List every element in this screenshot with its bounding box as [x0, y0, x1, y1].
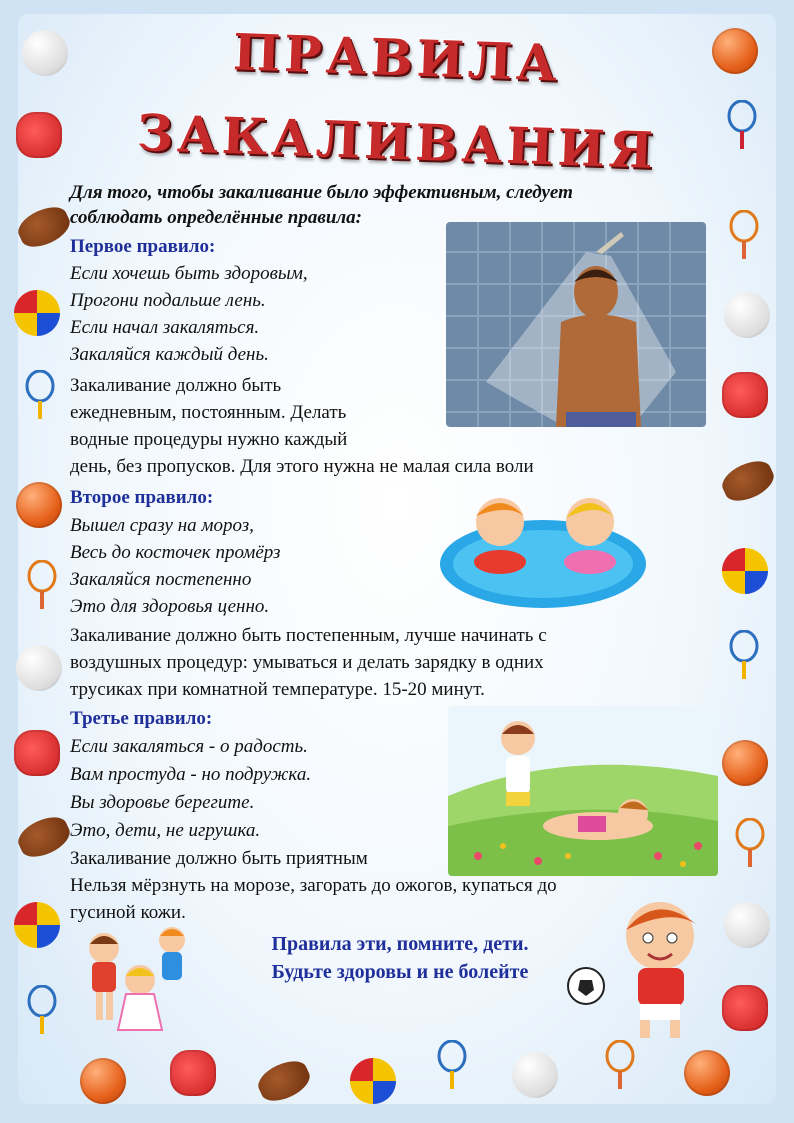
tennis-racket-icon — [724, 630, 764, 680]
poster-title-line-1: ПРАВИЛА — [232, 22, 562, 93]
volleyball-icon — [14, 290, 60, 336]
rule-2-poem-line: Закаляйся постепенно — [70, 569, 252, 590]
closing-line: Правила эти, помните, дети. — [271, 933, 529, 955]
soccer-ball-icon — [16, 645, 62, 691]
rule-1-poem-line: Если начал закаляться. — [70, 317, 260, 338]
rule-3-heading: Третье правило: — [70, 708, 213, 729]
closing-line: Будьте здоровы и не болейте — [271, 961, 529, 983]
rule-3-poem-line: Вам простуда - но подружка. — [70, 764, 312, 785]
ping-pong-paddle-icon — [722, 985, 768, 1031]
volleyball-icon — [14, 902, 60, 948]
tennis-racket-icon — [22, 560, 62, 610]
rule-3-text-line: Закаливание должно быть приятным — [70, 848, 368, 869]
soccer-ball-icon — [724, 902, 770, 948]
tennis-racket-icon — [724, 210, 764, 260]
rule-1-poem-line: Прогони подальше лень. — [70, 290, 266, 311]
shower-illustration — [446, 222, 706, 427]
rule-2-text-line: Закаливание должно быть постепенным, лучше начинать с — [70, 625, 547, 646]
volleyball-icon — [722, 548, 768, 594]
rule-1-text-line: Закаливание должно быть — [70, 375, 282, 396]
kids-exercising-illustration — [72, 918, 202, 1068]
rule-1-poem-line: Закаляйся каждый день. — [70, 344, 269, 365]
rule-1-text-line: ежедневным, постоянным. Делать — [70, 402, 347, 423]
rule-3-poem-line: Если закаляться - о радость. — [70, 736, 308, 757]
rule-3-text-line: Нельзя мёрзнуть на морозе, загорать до ожогов, купаться до — [70, 875, 557, 896]
rule-1-text-line: водные процедуры нужно каждый — [70, 429, 348, 450]
intro-line: Для того, чтобы закаливание было эффективным, следует — [70, 182, 573, 203]
basketball-icon — [684, 1050, 730, 1096]
swimming-kids-illustration — [438, 482, 648, 612]
rule-2-poem-line: Вышел сразу на мороз, — [70, 515, 254, 536]
rule-3-poem-line: Вы здоровье берегите. — [70, 792, 255, 813]
rule-3-text-line: гусиной кожи. — [70, 902, 186, 923]
basketball-icon — [722, 740, 768, 786]
ping-pong-paddle-icon — [14, 730, 60, 776]
rule-2-poem-line: Это для здоровья ценно. — [70, 596, 270, 617]
rule-2-text-line: воздушных процедур: умываться и делать зарядку в одних — [70, 652, 544, 673]
tennis-racket-icon — [600, 1040, 640, 1090]
soccer-ball-icon — [724, 292, 770, 338]
ping-pong-paddle-icon — [722, 372, 768, 418]
basketball-icon — [16, 482, 62, 528]
rule-1-text-line: день, без пропусков. Для этого нужна не малая сила воли — [70, 456, 534, 477]
soccer-ball-icon — [512, 1052, 558, 1098]
tennis-racket-icon — [730, 818, 770, 868]
rule-1-heading: Первое правило: — [70, 236, 216, 257]
volleyball-icon — [350, 1058, 396, 1104]
rule-2-text-line: трусиках при комнатной температуре. 15-20 минут. — [70, 679, 485, 700]
rule-2-heading: Второе правило: — [70, 487, 214, 508]
poster-title-line-2: ЗАКАЛИВАНИЯ — [136, 102, 658, 181]
tennis-racket-icon — [20, 370, 60, 420]
intro-line: соблюдать определённые правила: — [70, 207, 362, 228]
tennis-racket-icon — [432, 1040, 472, 1090]
rule-2-poem-line: Весь до косточек промёрз — [70, 542, 281, 563]
rule-1-poem-line: Если хочешь быть здоровым, — [70, 263, 308, 284]
tennis-racket-icon — [22, 985, 62, 1035]
rule-3-poem-line: Это, дети, не игрушка. — [70, 820, 261, 841]
sunbathing-kids-illustration — [448, 706, 718, 876]
